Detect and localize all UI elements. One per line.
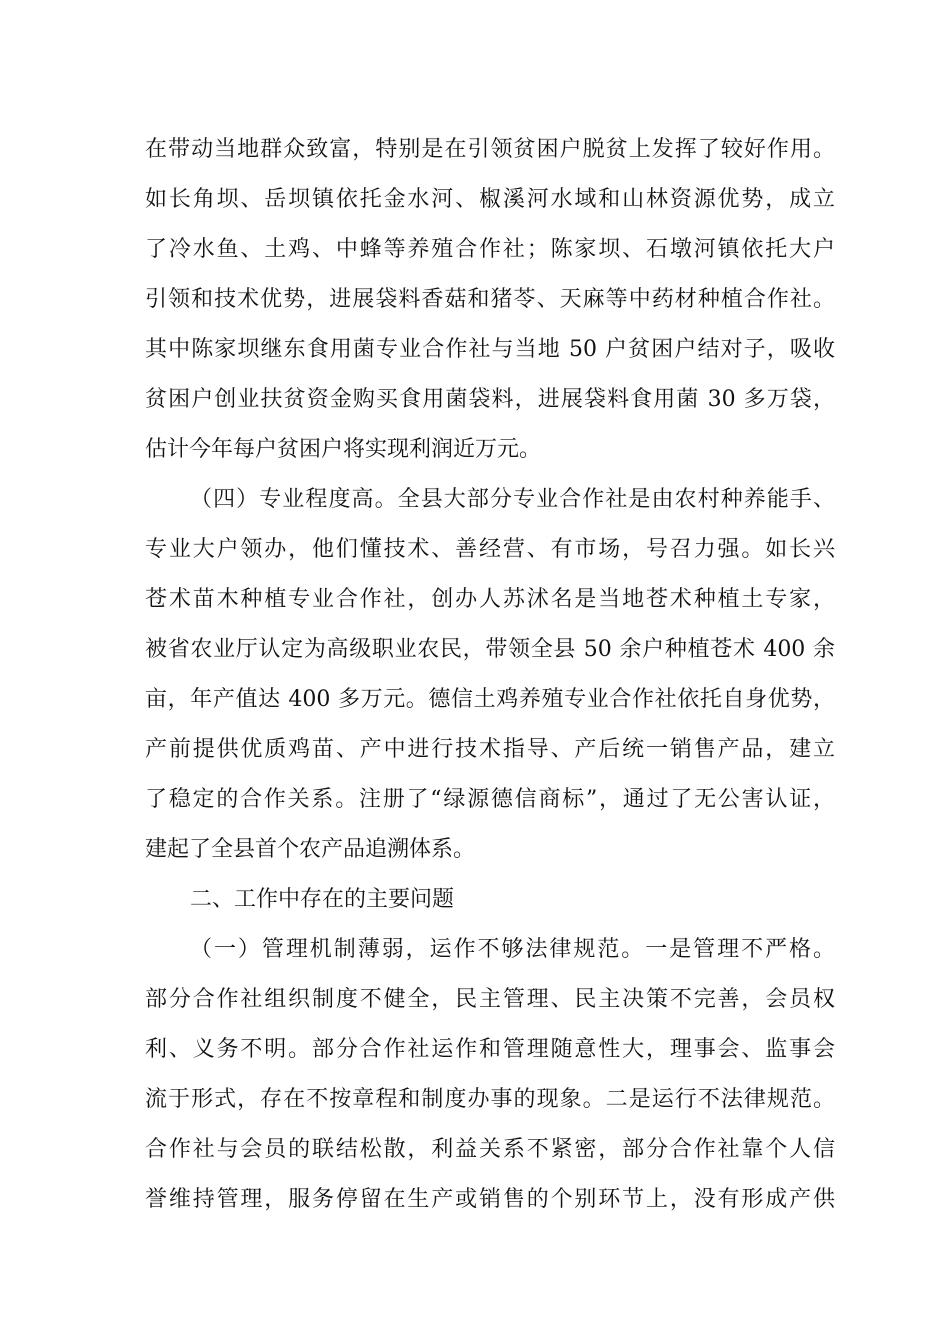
text-line: 估计今年每户贫困户将实现利润近万元。 [145, 437, 542, 462]
text-line: 如长角坝、岳坝镇依托金水河、椒溪河水域和山林资源优势，成立 [145, 187, 835, 212]
section-heading: 二、工作中存在的主要问题 [190, 887, 455, 912]
text-line: 被省农业厅认定为高级职业农民，带领全县 50 余户种植苍术 400 余 [145, 637, 835, 662]
text-line: 了稳定的合作关系。注册了“绿源德信商标”，通过了无公害认证， [145, 787, 835, 812]
text-line: 了冷水鱼、土鸡、中蜂等养殖合作社；陈家坝、石墩河镇依托大户 [145, 237, 835, 262]
text-line: 誉维持管理，服务停留在生产或销售的个别环节上，没有形成产供 [145, 1187, 835, 1212]
text-line: 其中陈家坝继东食用菌专业合作社与当地 50 户贫困户结对子，吸收 [145, 337, 835, 362]
text-line: 合作社与会员的联结松散，利益关系不紧密，部分合作社靠个人信 [145, 1137, 835, 1162]
text-line: 利、义务不明。部分合作社运作和管理随意性大，理事会、监事会 [145, 1037, 835, 1062]
text-line: 亩，年产值达 400 多万元。德信土鸡养殖专业合作社依托自身优势， [145, 687, 835, 712]
text-line: 在带动当地群众致富，特别是在引领贫困户脱贫上发挥了较好作用。 [145, 137, 835, 162]
text-line: 贫困户创业扶贫资金购买食用菌袋料，进展袋料食用菌 30 多万袋， [145, 387, 835, 412]
text-line: 专业大户领办，他们懂技术、善经营、有市场，号召力强。如长兴 [145, 537, 835, 562]
text-line: 建起了全县首个农产品追溯体系。 [145, 837, 476, 862]
paragraph-heading-1: （一）管理机制薄弱，运作不够法律规范。一是管理不严格。 [190, 937, 835, 962]
text-line: 流于形式，存在不按章程和制度办事的现象。二是运行不法律规范。 [145, 1087, 835, 1112]
text-line: 苍术苗木种植专业合作社，创办人苏沭名是当地苍术种植土专家， [145, 587, 835, 612]
text-line: 产前提供优质鸡苗、产中进行技术指导、产后统一销售产品，建立 [145, 737, 835, 762]
text-line: 部分合作社组织制度不健全，民主管理、民主决策不完善，会员权 [145, 987, 835, 1012]
paragraph-heading-4: （四）专业程度高。全县大部分专业合作社是由农村种养能手、 [190, 487, 835, 512]
text-line: 引领和技术优势，进展袋料香菇和猪苓、天麻等中药材种植合作社。 [145, 287, 835, 312]
